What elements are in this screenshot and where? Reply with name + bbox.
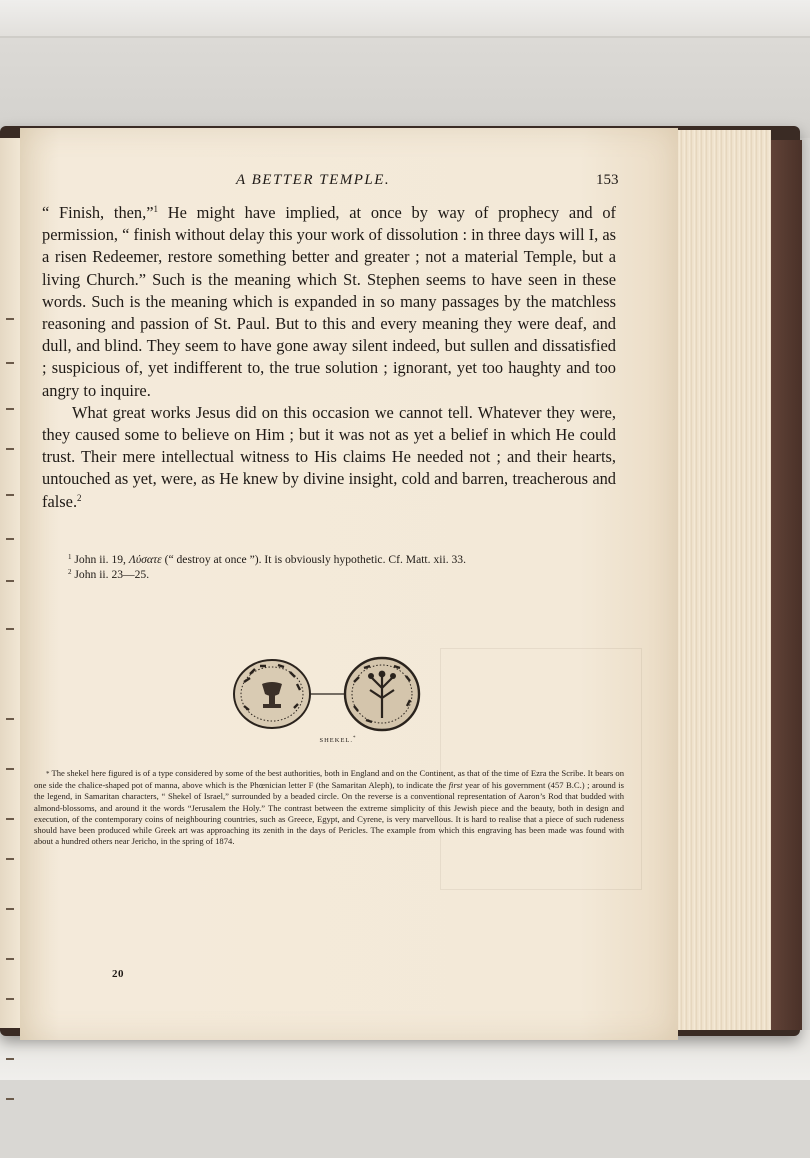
page-block-edges bbox=[672, 130, 771, 1030]
coin-obverse bbox=[234, 660, 310, 728]
paragraph-2: What great works Jesus did on this occasion we cannot tell. Whatever they were, they caused some to believe on Him ; but it was not as yet a belief in which He could trust. Their mere intellectual witness to His claims He needed not ; and their hearts, untouched as yet, were, as He knew by divine insight, cold and barren, treacherous and false.$^2$ bbox=[42, 402, 616, 511]
signature-mark: 20 bbox=[112, 968, 124, 980]
running-head: A BETTER TEMPLE. bbox=[236, 172, 391, 188]
page-header bbox=[20, 172, 660, 192]
footnote-2: $^2$ John ii. 23—25. bbox=[68, 568, 150, 581]
paragraph-1: “ Finish, then,”$^1$ He might have implied, at once by way of prophecy and of permission, “ finish without delay this your work of dissolution : in three days will I, as a risen Redeemer, restore something better and greater ; not a material Temple, but a living Church.” Such is the meaning which St. Stephen seems to have seen in these words. Such is the meaning which is expanded in so many passages by the matchless reasoning and passion of St. Paul. But to this and every meaning they were deaf, and dull, and blind. They seem to have gone away silent indeed, but sullen and dissatisfied ; suspicious of, yet indifferent to, the true solution ; ignorant, yet too haughty and too angry to inquire. bbox=[42, 203, 616, 400]
footnote-ref-2: 2 bbox=[77, 492, 82, 503]
footnotes bbox=[68, 552, 588, 582]
figure-caption: SHEKEL.* bbox=[319, 736, 357, 745]
shekel-coin-illustration bbox=[232, 652, 422, 745]
main-text bbox=[42, 202, 616, 513]
footnote-ref-1: 1 bbox=[153, 204, 158, 214]
shekel-footnote: * The shekel here figured is of a type considered by some of the best authorities, both in England and on the Continent, as that of the time of Ezra the Scribe. It bears on one side the chalice-shaped pot of manna, above which is the Phœnician letter F (the Samaritan Aleph), to indicate the first year of his government (457 B.C.) ; around is the legend, in Samaritan characters, “ Shekel of Israel,” surrounded by a beaded circle. On the reverse is a conventional representation of Aaron’s Rod that budded with almond-blossoms, and around it the words “Jerusalem the Holy.” The contrast between the extreme simplicity of this Jewish piece and the beauty, both in design and execution, of the contemporary coins of neighbouring countries, such as Greece, Egypt, and Cyrene, is very marvellous. It is hard to realise that a piece of such rudeness should have been produced while Greek art was approaching its zenith in the days of Pericles. The example from which this engraving has been made was found with about a hundred others near Jericho, in the spring of 1874. bbox=[34, 768, 624, 847]
page-number: 153 bbox=[596, 172, 619, 188]
book-page bbox=[20, 128, 678, 1040]
footnote-1: $^1$ John ii. 19, Λύσατε (“ destroy at once ”). It is obviously hypothetic. Cf. Matt. xii. 33. bbox=[68, 553, 466, 566]
coin-reverse bbox=[345, 658, 419, 730]
background-wall bbox=[0, 38, 810, 138]
background-wall-top bbox=[0, 0, 810, 38]
facing-page-text-marks bbox=[2, 298, 18, 1158]
